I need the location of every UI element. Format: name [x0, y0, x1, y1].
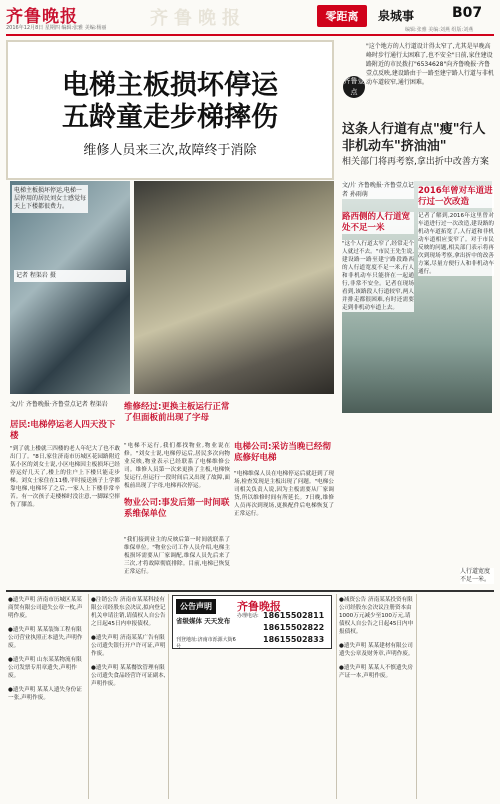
- main-subhead: 维修人员来三次,故障终于消除: [83, 143, 257, 158]
- ad-item: ●遗失声明 山东某某物流有限公司发票专用章遗失,声明作废。: [8, 657, 82, 679]
- subhead-residents: 居民:电梯停运老人四天没下楼: [10, 420, 116, 441]
- ad-divider-3: [336, 594, 337, 799]
- photo-credit: 记者 程渠岩 摄: [14, 270, 126, 282]
- subhead-elevator-co: 电梯公司:采访当晚已经彻底修好电梯: [234, 442, 331, 463]
- ad-phone-3: 18615502833: [263, 635, 325, 644]
- ad-title: 公告声明: [176, 599, 216, 614]
- right-headline: 这条人行道有点"瘦"行人非机动车"挤油油": [342, 122, 486, 154]
- ads-col-mid: [91, 596, 166, 688]
- ads-col-right: [339, 596, 414, 680]
- ad-phone-2: 18615502822: [263, 623, 325, 632]
- watermark: 齐鲁晚报: [150, 8, 246, 29]
- ad-item: ●遗失声明 某某建材有限公司遗失公章及财务章,声明作废。: [339, 643, 414, 657]
- masthead-logo: 齐鲁晚报: [6, 7, 78, 27]
- ad-divider-1: [88, 594, 89, 799]
- ad-paper-name: 齐鲁晚报: [237, 600, 281, 613]
- ad-item: ●减资公告 济南某某投资有限公司经股东会决议注册资本由1000万元减少至100万元,请债权人自公告之日起45日内申报债权。: [339, 597, 414, 635]
- subhead-property: 物业公司:事发后第一时间联系维保单位: [124, 498, 230, 519]
- main-headline: [6, 70, 334, 134]
- ad-item: ●遗失声明 某某装饰工程有限公司营业执照正本遗失,声明作废。: [8, 627, 83, 649]
- editor-line: 编辑:张雅 美编:刘燕 组版:刘燕: [405, 27, 474, 33]
- ad-divider-2: [168, 594, 169, 799]
- ad-item: ●遗失声明 某某餐饮管理有限公司遗失食品经营许可证副本,声明作废。: [91, 665, 166, 687]
- ad-tagline: 省级媒体 天天发布: [176, 617, 231, 625]
- article-col-2: "电梯不运行,我们都找物业,物业说在修。"刘女士说,电梯停运后,居民多次向物业反映,物业表示已经联系了电梯维修公司。维修人员第一次来更换了主板,电梯恢复运行,但运行一段时间后又出现了故障,面板前出现了字母,电梯再次停运。: [124, 443, 230, 489]
- right-subhead: 相关部门将再考察,拿出折中改善方案: [342, 157, 489, 167]
- author-line: 文/片 齐鲁晚报·齐鲁壹点记者 程渠岩: [10, 401, 108, 408]
- ad-phone-1: 18615502811: [263, 611, 325, 620]
- article-col-3: "我们接到业主的反映后第一时间就联系了维保单位。"物业公司工作人员介绍,电梯主板损坏需要从厂家调配,维保人员先后来了三次,才将故障彻底排除。目前,电梯已恢复正常运行。: [124, 537, 230, 575]
- ad-address: 刊登地址:济南市泺源大街6号: [176, 637, 236, 650]
- header-rule: [6, 34, 494, 36]
- photo-caption-text: 电梯主板损坏停运,电梯一层停用的居民刘女士感觉每天上下楼都很费力。: [14, 187, 87, 210]
- photo-elevator-panel: [134, 181, 334, 394]
- date-line: 2016年12月8日 星期四 编辑:张雅 美编:杨丽: [6, 25, 107, 31]
- article-col-1: "到了就上楼就三四楼的老人年纪大了也不敢出门了。"8日,家住济南市历城区花园路附近某小区的刘女士说,小区电梯因主板损坏已经停运好几天了,楼上的住户上下楼只能走步梯。刘女士家住在11楼,平时接送孩子上学都靠电梯,电梯坏了之后,一家人上下楼非常辛苦。有一次孩子走楼梯时没注意,一脚踩空摔伤了膝盖。: [10, 446, 120, 508]
- section-name: 泉城事: [378, 9, 415, 23]
- section-badge: 零距离: [317, 5, 367, 27]
- ad-item: ●注销公告 济南市某某科技有限公司经股东会决议,拟向登记机关申请注销,请债权人自公告之日起45日内申报债权。: [91, 597, 166, 627]
- right-photo-caption: 人行道宽度不足一米。: [460, 568, 494, 584]
- ad-item: ●遗失声明 某某人不慎遗失房产证一本,声明作废。: [339, 665, 413, 679]
- ad-phone-label: 办理电话:: [237, 613, 259, 619]
- right-subhead-1: 路西侧的人行道宽处不足一米: [342, 212, 414, 234]
- page-number: B07: [452, 5, 483, 21]
- headline-line-2: 五龄童走步梯摔伤: [62, 102, 278, 133]
- ad-item: ●遗失声明 济南某某广告有限公司遗失银行开户许可证,声明作废。: [91, 635, 166, 657]
- qilu-yidian-logo: 齐鲁壹点: [343, 77, 365, 96]
- right-subhead-2: 2016年曾对车道进行过一次改造: [418, 186, 493, 207]
- ads-col-left: [8, 596, 86, 702]
- article-col-4: "电梯维保人员在电梯停运后就赶到了现场,检查发现是主板出现了问题。"电梯公司相关负责人说,因为主板需要从厂家调货,所以维修时间有所延长。7日晚,维修人员再次到现场,更换配件后电梯恢复了正常运行。: [234, 471, 334, 517]
- right-intro-para: "这个地方的人行道设计得太窄了,尤其是早晚高峰时步行通行太困难了,也不安全"日前,家住建设路附近的市民拨打"6534628"向齐鲁晚报·齐鲁壹点反映,建设路由于一路至建宁路人行道与非机动车道较窄,通行困难。: [366, 43, 494, 86]
- subhead-repair: 维修经过:更换主板运行正常了但面板前出现了字母: [124, 402, 230, 423]
- photo-caption: [12, 185, 88, 213]
- notice-ad-box: [172, 595, 332, 649]
- right-col-2: 记者了解到,2016年这里曾对车道进行过一次改造,建设路的机动车道拓宽了,人行道和非机动车道相应变窄了。对于市民反映的问题,相关部门表示将再次到现场考察,拿出折中的改善方案,尽量方便行人和非机动车通行。: [418, 213, 494, 275]
- right-col-1: "这个人行道太窄了,经常走个人就过不去。"市民王先生说,建设路一路至建宁路段路西的人行道宽度不足一米,行人和非机动车只能挤在一起通行,非常不安全。记者在现场看到,该路段人行道较窄,两人并排走都很困难,有时还需要走到非机动车道上去。: [342, 241, 414, 311]
- headline-line-1: 电梯主板损坏停运: [62, 70, 278, 101]
- right-author-line: 文/片 齐鲁晚报·齐鲁壹点记者 孙雨萌: [342, 182, 414, 198]
- ad-item: ●遗失声明 济南市历城区某某商贸有限公司遗失公章一枚,声明作废。: [8, 597, 83, 619]
- ad-divider-4: [416, 594, 417, 799]
- ad-item: ●遗失声明 某某人遗失身份证一张,声明作废。: [8, 687, 82, 701]
